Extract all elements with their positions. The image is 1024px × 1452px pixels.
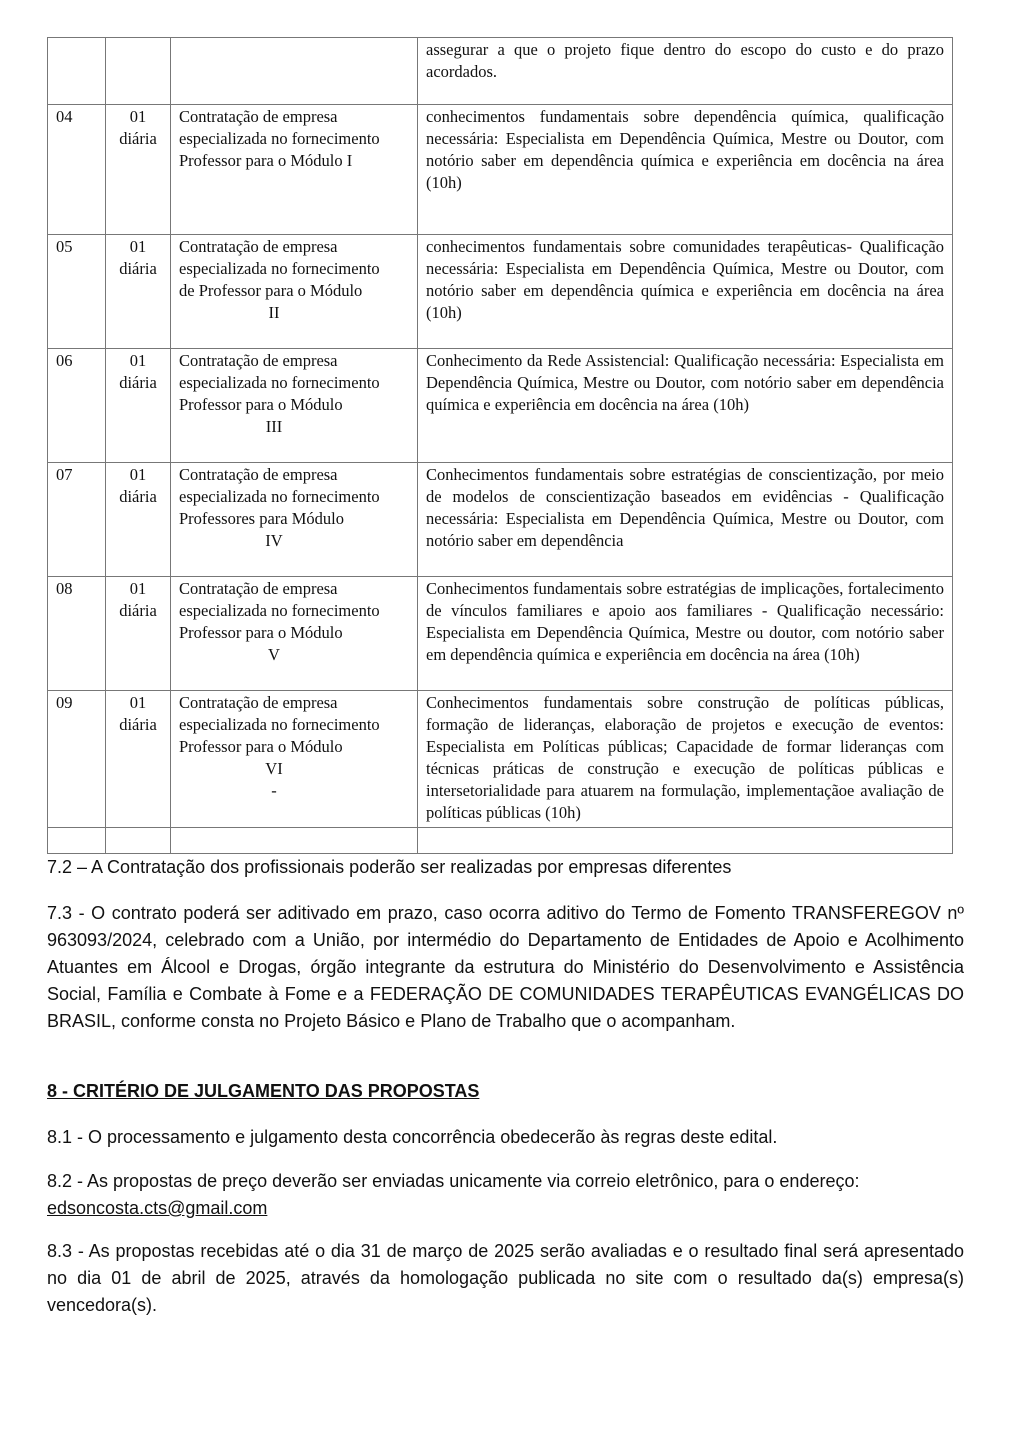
description-line: especializada no fornecimento (179, 373, 380, 392)
qualification-cell: Conhecimentos fundamentais sobre estratégias de implicações, fortalecimento de vínculos familiares e apoio aos familiares - Qualificação necessário: Especialista em Dependência Química, Mestre ou doutor, com notório saber em dependência química e experiência em docência na área (10h) (418, 577, 953, 691)
quantity-cell (106, 235, 171, 349)
description-cell (171, 235, 418, 349)
table-row (48, 577, 953, 691)
quantity-cell (106, 828, 171, 854)
table-row (48, 349, 953, 463)
description-line: especializada no fornecimento (179, 259, 380, 278)
quantity-unit: diária (119, 259, 157, 278)
qualification-cell: Conhecimentos fundamentais sobre construção de políticas públicas, formação de lideranças, elaboração de projetos e execução de eventos: Especialista em Políticas públicas; Capacidade de formar lideranças com técnicas práticas de construção e execução de políticas públicas e intersetorialidade para atuarem na formulação, implementaçãoe avaliação de políticas públicas (10h) (418, 691, 953, 828)
item-number-cell (48, 828, 106, 854)
table-row (48, 38, 953, 105)
item-number-cell: 09 (48, 691, 106, 828)
description-cell (171, 38, 418, 105)
description-line: Professores para Módulo (179, 509, 344, 528)
description-line: Contratação de empresa (179, 579, 338, 598)
quantity-cell (106, 105, 171, 235)
description-cell (171, 105, 418, 235)
description-cell (171, 828, 418, 854)
module-number: III (265, 417, 283, 436)
quantity-cell (106, 463, 171, 577)
qualification-cell: Conhecimentos fundamentais sobre estratégias de conscientização, por meio de modelos de conscientização baseados em evidências - Qualificação necessária: Especialista em Dependência Química, Mestre ou Doutor, com notório saber em dependência (418, 463, 953, 577)
item-number-cell: 08 (48, 577, 106, 691)
description-line: Contratação de empresa (179, 237, 338, 256)
paragraph-8-3: 8.3 - As propostas recebidas até o dia 31 de março de 2025 serão avaliadas e o resultado final será apresentado no dia 01 de abril de 2025, através da homologação publicada no site com o resultado da(s) empresa(s) vencedora(s). (47, 1241, 964, 1315)
module-number: VI (265, 759, 283, 778)
quantity-value: 01 (129, 465, 147, 484)
description-line: especializada no fornecimento (179, 487, 380, 506)
quantity-unit: diária (119, 373, 157, 392)
module-number: V (268, 645, 280, 664)
quantity-cell (106, 38, 171, 105)
table-row (48, 828, 953, 854)
description-line: Professor para o Módulo (179, 395, 343, 414)
description-cell (171, 463, 418, 577)
paragraph-8-2 (47, 1168, 964, 1222)
qualification-cell: conhecimentos fundamentais sobre dependência química, qualificação necessária: Especialista em Dependência Química, Mestre ou Doutor, com notório saber em dependência química e experiência em docência na área (10h) (418, 105, 953, 235)
item-number-cell: 07 (48, 463, 106, 577)
item-number-cell: 06 (48, 349, 106, 463)
module-number: II (268, 303, 280, 322)
table-row (48, 235, 953, 349)
paragraph-8-1: 8.1 - O processamento e julgamento desta concorrência obedecerão às regras deste edital. (47, 1127, 778, 1147)
item-number-cell: 05 (48, 235, 106, 349)
description-cell (171, 349, 418, 463)
description-line: Professor para o Módulo (179, 623, 343, 642)
description-cell (171, 577, 418, 691)
description-line: Contratação de empresa (179, 107, 338, 126)
paragraph-7-3: 7.3 - O contrato poderá ser aditivado em prazo, caso ocorra aditivo do Termo de Fomento TRANSFEREGOV nº 963093/2024, celebrado com a União, por intermédio do Departamento de Entidades de Apoio e Acolhimento Atuantes em Álcool e Drogas, órgão integrante da estrutura do Ministério do Desenvolvimento e Assistência Social, Família e Combate à Fome e a FEDERAÇÃO DE COMUNIDADES TERAPÊUTICAS EVANGÉLICAS DO BRASIL, conforme consta no Projeto Básico e Plano de Trabalho que o acompanham. (47, 903, 964, 1031)
table-row (48, 105, 953, 235)
paragraph-7-2: 7.2 – A Contratação dos profissionais poderão ser realizadas por empresas diferentes (47, 857, 732, 877)
qualification-cell: Conhecimento da Rede Assistencial: Qualificação necessária: Especialista em Dependência Química, Mestre ou Doutor, com notório saber em dependência química e experiência em docência na área (10h) (418, 349, 953, 463)
qualification-cell (418, 828, 953, 854)
table-row (48, 691, 953, 828)
quantity-cell (106, 577, 171, 691)
description-line: Contratação de empresa (179, 351, 338, 370)
paragraph-8-2-text: 8.2 - As propostas de preço deverão ser enviadas unicamente via correio eletrônico, para o endereço: (47, 1171, 860, 1191)
quantity-unit: diária (119, 715, 157, 734)
table-row (48, 463, 953, 577)
items-table-body (48, 38, 953, 854)
description-line: especializada no fornecimento (179, 715, 380, 734)
quantity-unit: diária (119, 601, 157, 620)
quantity-cell (106, 691, 171, 828)
item-number-cell (48, 38, 106, 105)
quantity-value: 01 (129, 107, 147, 126)
item-number-cell: 04 (48, 105, 106, 235)
module-number: IV (265, 531, 283, 550)
quantity-value: 01 (129, 237, 147, 256)
description-line: Contratação de empresa (179, 693, 338, 712)
quantity-value: 01 (129, 693, 147, 712)
quantity-cell (106, 349, 171, 463)
description-line: especializada no fornecimento (179, 129, 380, 148)
quantity-unit: diária (119, 487, 157, 506)
description-line: Professor para o Módulo (179, 737, 343, 756)
description-cell (171, 691, 418, 828)
description-line: especializada no fornecimento (179, 601, 380, 620)
quantity-value: 01 (129, 351, 147, 370)
section-8-heading: 8 - CRITÉRIO DE JULGAMENTO DAS PROPOSTAS (47, 1081, 480, 1101)
qualification-cell: conhecimentos fundamentais sobre comunidades terapêuticas- Qualificação necessária: Especialista em Dependência Química, Mestre ou Doutor, com notório saber em dependência química e experiência em docência na área (10h) (418, 235, 953, 349)
description-line: Contratação de empresa (179, 465, 338, 484)
description-line: de Professor para o Módulo (179, 281, 363, 300)
quantity-value: 01 (129, 579, 147, 598)
description-line: Professor para o Módulo I (179, 151, 353, 170)
quantity-unit: diária (119, 129, 157, 148)
qualification-cell: assegurar a que o projeto fique dentro do escopo do custo e do prazo acordados. (418, 38, 953, 105)
description-dash: - (271, 781, 277, 800)
items-table (47, 37, 953, 854)
contact-email-link[interactable]: edsoncosta.cts@gmail.com (47, 1198, 268, 1218)
